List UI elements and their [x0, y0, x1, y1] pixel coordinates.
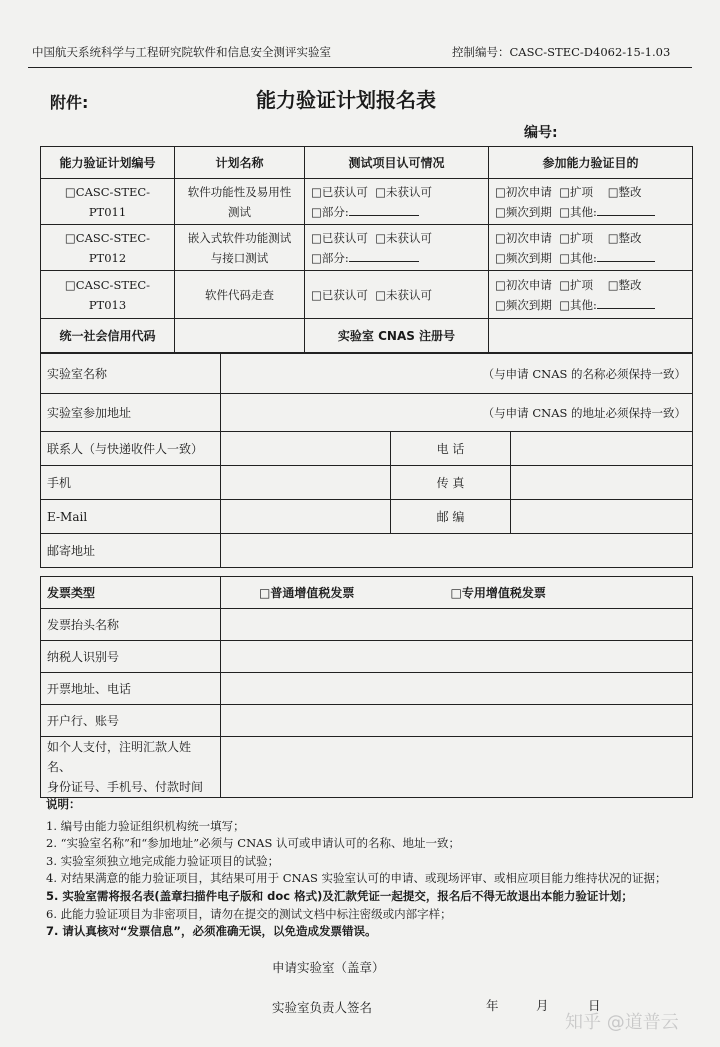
contact-label	[41, 432, 221, 466]
note-4: 4. 对结果满意的能力验证项目，其结果可用于 CNAS 实验室认可的申请、或现场评审、或相应项目能力维持状况的证据；	[46, 871, 667, 886]
not-accredited-checkbox[interactable]: □未获认可	[375, 287, 433, 302]
fax-label: 传 真	[391, 466, 511, 500]
note-5: 5. 实验室需将报名表(盖章扫描件电子版和 doc 格式)及汇款凭证一起提交，报名后不得无故退出本能力验证计划；	[46, 888, 633, 903]
partial-checkbox[interactable]: □部分:	[311, 204, 349, 219]
expand-checkbox[interactable]: □扩项	[559, 277, 594, 292]
seal-label: 申请实验室（盖章）	[272, 960, 385, 975]
plan-row-pt013	[41, 271, 693, 319]
tax-id-label: 纳税人识别号	[41, 641, 221, 673]
plan-row-pt011	[41, 179, 693, 225]
email-input[interactable]	[221, 500, 391, 534]
page-title: 能力验证计划报名表	[256, 88, 436, 112]
invoice-addr-row	[41, 673, 693, 705]
purpose-cell-pt013	[489, 271, 693, 319]
not-accredited-checkbox[interactable]: □未获认可	[375, 230, 433, 245]
expire-checkbox[interactable]: □频次到期	[495, 250, 552, 265]
plan-name-line1: 嵌入式软件功能测试	[187, 230, 292, 245]
header-plan-no: 能力验证计划编号	[41, 147, 175, 179]
number-label: 编号:	[524, 125, 558, 141]
partial-checkbox[interactable]: □部分:	[311, 250, 349, 265]
lab-name-row	[41, 354, 693, 394]
signature-label: 实验室负责人签名	[272, 1000, 373, 1015]
accredited-checkbox[interactable]: □已获认可	[311, 230, 368, 245]
bank-input[interactable]	[221, 705, 693, 737]
credit-code-row	[41, 319, 693, 353]
lab-addr-input[interactable]	[221, 394, 693, 432]
lab-info-table	[40, 353, 693, 568]
personal-pay-line2: 身份证号、手机号、付款时间	[47, 780, 204, 794]
accreditation-cell-pt012	[305, 225, 489, 271]
personal-pay-label	[41, 737, 221, 798]
notes-title: 说明：	[46, 797, 81, 811]
other-checkbox[interactable]: □其他:	[559, 204, 597, 219]
mail-addr-row	[41, 534, 693, 568]
plan-header-row	[41, 147, 693, 179]
note-7: 7. 请认真核对“发票信息”，必须准确无误，以免造成发票错误。	[46, 924, 377, 939]
postcode-label: 邮 编	[391, 500, 511, 534]
plan-checkbox-pt011[interactable]: □CASC-STEC-PT011	[41, 179, 175, 225]
invoice-title-row	[41, 609, 693, 641]
invoice-title-input[interactable]	[221, 609, 693, 641]
invoice-addr-input[interactable]	[221, 673, 693, 705]
fax-input[interactable]	[511, 466, 693, 500]
lab-name-note: （与申请 CNAS 的名称必须保持一致）	[482, 366, 687, 381]
plan-checkbox-pt012[interactable]: □CASC-STEC-PT012	[41, 225, 175, 271]
personal-pay-row	[41, 737, 693, 798]
day-label: 日	[588, 998, 601, 1013]
header-purpose: 参加能力验证目的	[489, 147, 693, 179]
notes-section	[46, 796, 666, 941]
attachment-label: 附件:	[50, 93, 89, 112]
tax-id-input[interactable]	[221, 641, 693, 673]
not-accredited-checkbox[interactable]: □未获认可	[375, 184, 433, 199]
other-checkbox[interactable]: □其他:	[559, 297, 597, 312]
first-apply-checkbox[interactable]: □初次申请	[495, 277, 552, 292]
plan-name-line2: 与接口测试	[210, 250, 269, 265]
lab-name-label: 实验室名称	[41, 354, 221, 394]
other-blank[interactable]	[597, 249, 655, 262]
invoice-addr-label: 开票地址、电话	[41, 673, 221, 705]
credit-code-label: 统一社会信用代码	[41, 319, 175, 353]
plan-name-pt013: 软件代码走查	[175, 271, 305, 319]
tax-id-row	[41, 641, 693, 673]
plan-name-pt011	[175, 179, 305, 225]
bank-row	[41, 705, 693, 737]
email-label: E-Mail	[41, 500, 221, 534]
plan-row-pt012	[41, 225, 693, 271]
email-row	[41, 500, 693, 534]
invoice-type-options	[221, 577, 693, 609]
expand-checkbox[interactable]: □扩项	[559, 184, 594, 199]
other-blank[interactable]	[597, 203, 655, 216]
control-number: 控制编号：CASC-STEC-D4062-15-1.03	[452, 45, 671, 59]
org-header: 中国航天系统科学与工程研究院软件和信息安全测评实验室	[32, 45, 331, 59]
lab-addr-row	[41, 394, 693, 432]
watermark: 知乎 @道普云	[565, 1012, 679, 1033]
header-accreditation: 测试项目认可情况	[305, 147, 489, 179]
first-apply-checkbox[interactable]: □初次申请	[495, 230, 552, 245]
plan-name-pt012	[175, 225, 305, 271]
invoice-type-row	[41, 577, 693, 609]
other-checkbox[interactable]: □其他:	[559, 250, 597, 265]
header-rule	[28, 67, 692, 68]
rectify-checkbox[interactable]: □整改	[607, 230, 642, 245]
lab-addr-label: 实验室参加地址	[41, 394, 221, 432]
mail-addr-input[interactable]	[221, 534, 693, 568]
special-invoice-checkbox[interactable]: □专用增值税发票	[450, 586, 546, 600]
contact-input[interactable]	[221, 432, 391, 466]
phone-label: 电 话	[391, 432, 511, 466]
phone-input[interactable]	[511, 432, 693, 466]
mail-addr-label: 邮寄地址	[41, 534, 221, 568]
invoice-type-label: 发票类型	[41, 577, 221, 609]
postcode-input[interactable]	[511, 500, 693, 534]
accreditation-cell-pt011	[305, 179, 489, 225]
rectify-checkbox[interactable]: □整改	[607, 277, 642, 292]
note-2: 2. “实验室名称”和“参加地址”必须与 CNAS 认可或申请认可的名称、地址一致；	[46, 836, 460, 851]
plan-name-line1: 软件功能性及易用性	[187, 184, 292, 199]
normal-invoice-checkbox[interactable]: □普通增值税发票	[259, 586, 355, 600]
note-1: 1. 编号由能力验证组织机构统一填写；	[46, 818, 245, 833]
month-label: 月	[536, 998, 549, 1013]
invoice-title-label: 发票抬头名称	[41, 609, 221, 641]
contact-row	[41, 432, 693, 466]
cnas-reg-input[interactable]	[489, 319, 693, 353]
expire-checkbox[interactable]: □频次到期	[495, 297, 552, 312]
mobile-label: 手机	[41, 466, 221, 500]
expand-checkbox[interactable]: □扩项	[559, 230, 594, 245]
accredited-checkbox[interactable]: □已获认可	[311, 287, 368, 302]
mobile-input[interactable]	[221, 466, 391, 500]
lab-name-input[interactable]	[221, 354, 693, 394]
cnas-reg-label: 实验室 CNAS 注册号	[305, 319, 489, 353]
lab-addr-note: （与申请 CNAS 的地址必须保持一致）	[482, 405, 687, 420]
plan-table	[40, 146, 693, 353]
first-apply-checkbox[interactable]: □初次申请	[495, 184, 552, 199]
contact-label-text: 联系人（与快递收件人一致）	[47, 442, 204, 456]
personal-pay-line1: 如个人支付，注明汇款人姓名、	[47, 740, 192, 774]
year-label: 年	[486, 998, 499, 1013]
partial-blank[interactable]	[349, 249, 419, 262]
mobile-row	[41, 466, 693, 500]
note-3: 3. 实验室须独立地完成能力验证项目的试验；	[46, 853, 280, 868]
expire-checkbox[interactable]: □频次到期	[495, 204, 552, 219]
plan-checkbox-pt013[interactable]: □CASC-STEC-PT013	[41, 271, 175, 319]
purpose-cell-pt011	[489, 179, 693, 225]
accreditation-cell-pt013	[305, 271, 489, 319]
rectify-checkbox[interactable]: □整改	[607, 184, 642, 199]
note-6: 6. 此能力验证项目为非密项目，请勿在提交的测试文档中标注密级或内部字样；	[46, 906, 452, 921]
accredited-checkbox[interactable]: □已获认可	[311, 184, 368, 199]
personal-pay-input[interactable]	[221, 737, 693, 798]
invoice-table	[40, 576, 693, 798]
purpose-cell-pt012	[489, 225, 693, 271]
header-plan-name: 计划名称	[175, 147, 305, 179]
credit-code-input[interactable]	[175, 319, 305, 353]
other-blank[interactable]	[597, 296, 655, 309]
partial-blank[interactable]	[349, 203, 419, 216]
bank-label: 开户行、账号	[41, 705, 221, 737]
plan-name-line2: 测试	[228, 204, 251, 219]
